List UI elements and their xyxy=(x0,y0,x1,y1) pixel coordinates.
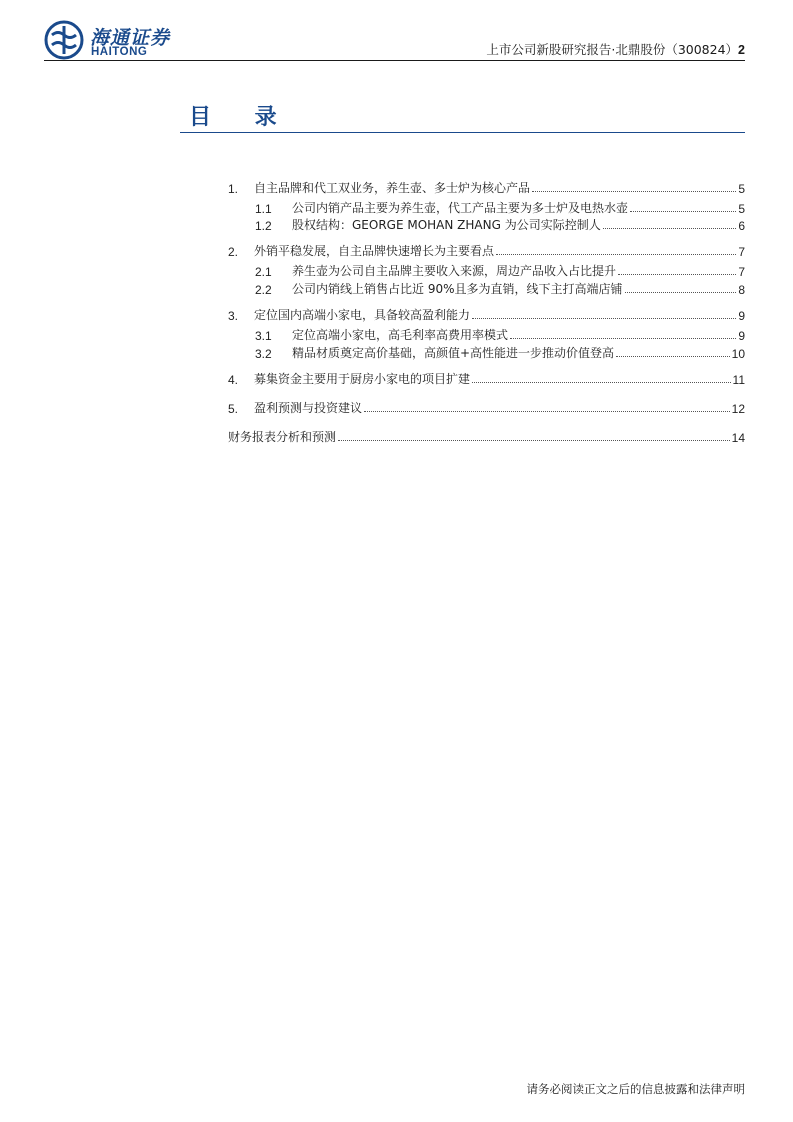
toc-entry-number: 2.2 xyxy=(255,283,272,297)
toc-entry-text: 公司内销产品主要为养生壶，代工产品主要为多士炉及电热水壶 xyxy=(292,201,629,215)
toc-entry-page: 7 xyxy=(738,265,745,279)
legal-disclaimer: 请务必阅读正文之后的信息披露和法律声明 xyxy=(526,1082,745,1096)
toc-entry-text: 外销平稳发展，自主品牌快速增长为主要看点 xyxy=(254,244,495,258)
toc-entry-4[interactable] xyxy=(228,369,745,387)
toc-leader-dots xyxy=(496,254,736,255)
toc-entry-number: 2.1 xyxy=(255,265,272,279)
toc-divider xyxy=(180,132,745,133)
toc-entry-1[interactable] xyxy=(228,178,745,196)
toc-leader-dots xyxy=(510,338,736,339)
toc-entry-number: 1. xyxy=(228,182,239,196)
toc-entry-page: 5 xyxy=(738,182,745,196)
toc-entry-3-1[interactable] xyxy=(228,325,745,343)
toc-entry-page: 9 xyxy=(738,329,745,343)
header-divider xyxy=(44,60,745,61)
toc-entry-text: 定位国内高端小家电，具备较高盈利能力 xyxy=(254,308,471,322)
toc-entry-page: 7 xyxy=(738,245,745,259)
toc-entry-1-2[interactable] xyxy=(228,215,745,233)
toc-entry-number: 1.2 xyxy=(255,219,272,233)
toc-leader-dots xyxy=(364,411,730,412)
toc-leader-dots xyxy=(630,211,736,212)
toc-entry-5[interactable] xyxy=(228,398,745,416)
toc-entry-text: 养生壶为公司自主品牌主要收入来源，周边产品收入占比提升 xyxy=(292,264,617,278)
toc-leader-dots xyxy=(625,292,737,293)
logo-chinese-name: 海通证券 xyxy=(90,27,171,49)
toc-entry-page: 9 xyxy=(738,309,745,323)
toc-leader-dots xyxy=(338,440,730,441)
toc-leader-dots xyxy=(532,191,736,192)
toc-entry-text: 精品材质奠定高价基础，高颜值+高性能进一步推动价值登高 xyxy=(292,346,615,360)
toc-entry-page: 5 xyxy=(738,202,745,216)
toc-entry-2-1[interactable] xyxy=(228,261,745,279)
toc-entry-text: 募集资金主要用于厨房小家电的项目扩建 xyxy=(254,372,471,386)
toc-entry-financials[interactable] xyxy=(228,427,745,445)
toc-entry-page: 14 xyxy=(731,431,745,445)
toc-entry-number: 3.2 xyxy=(255,347,272,361)
toc-entry-text: 股权结构：GEORGE MOHAN ZHANG 为公司实际控制人 xyxy=(292,218,601,232)
toc-entry-number: 2. xyxy=(228,245,239,259)
toc-entry-2[interactable] xyxy=(228,241,745,259)
logo-english-name: HAITONG xyxy=(91,46,148,58)
toc-entry-3-2[interactable] xyxy=(228,343,745,361)
toc-entry-text: 盈利预测与投资建议 xyxy=(254,401,363,415)
toc-entry-text: 财务报表分析和预测 xyxy=(228,430,337,444)
toc-entry-page: 12 xyxy=(731,402,745,416)
haitong-logo xyxy=(44,20,194,62)
toc-entry-page: 8 xyxy=(738,283,745,297)
toc-entry-page: 10 xyxy=(731,347,745,361)
toc-leader-dots xyxy=(603,228,737,229)
toc-entry-number: 4. xyxy=(228,373,239,387)
page-number: 2 xyxy=(738,43,745,57)
toc-entry-text: 公司内销线上销售占比近 90%且多为直销，线下主打高端店铺 xyxy=(292,282,623,296)
toc-entry-number: 3. xyxy=(228,309,239,323)
toc-entry-number: 3.1 xyxy=(255,329,272,343)
toc-entry-page: 11 xyxy=(732,373,745,387)
toc-heading: 目 录 xyxy=(189,105,295,130)
toc-leader-dots xyxy=(472,318,736,319)
toc-leader-dots xyxy=(618,274,736,275)
toc-entry-text: 定位高端小家电，高毛利率高费用率模式 xyxy=(292,328,509,342)
toc-entry-3[interactable] xyxy=(228,305,745,323)
report-title: 上市公司新股研究报告·北鼎股份（300824） xyxy=(486,42,739,57)
toc-entry-number: 5. xyxy=(228,402,239,416)
toc-entry-2-2[interactable] xyxy=(228,279,745,297)
toc-entry-1-1[interactable] xyxy=(228,198,745,216)
toc-leader-dots xyxy=(472,382,731,383)
toc-entry-page: 6 xyxy=(738,219,745,233)
report-header xyxy=(486,40,745,58)
toc-entry-number: 1.1 xyxy=(255,202,272,216)
haitong-logo-icon xyxy=(44,20,84,60)
toc-entry-text: 自主品牌和代工双业务，养生壶、多士炉为核心产品 xyxy=(254,181,531,195)
toc-leader-dots xyxy=(616,356,730,357)
